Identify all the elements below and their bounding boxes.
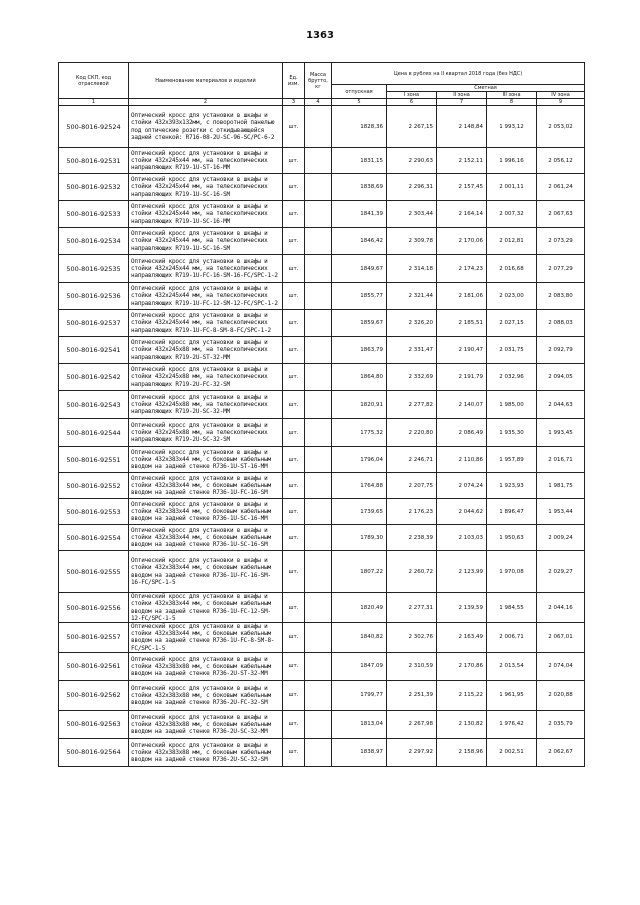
price-zone-4: 1 993,45 <box>537 419 585 447</box>
price-otpusknaya: 1813,04 <box>332 710 387 738</box>
price-zone-3: 1 976,42 <box>487 710 537 738</box>
price-zone-2: 2 190,47 <box>437 337 487 364</box>
item-mass <box>305 174 332 201</box>
price-otpusknaya: 1847,09 <box>332 652 387 680</box>
price-zone-1: 2 267,98 <box>387 710 437 738</box>
price-zone-1: 2 310,59 <box>387 652 437 680</box>
price-zone-3: 1 957,89 <box>487 447 537 473</box>
price-zone-2: 2 158,96 <box>437 738 487 766</box>
price-zone-4: 2 035,79 <box>537 710 585 738</box>
price-zone-1: 2 251,39 <box>387 680 437 710</box>
item-mass <box>305 551 332 593</box>
item-unit: шт. <box>283 551 305 593</box>
price-otpusknaya: 1739,65 <box>332 499 387 525</box>
price-otpusknaya: 1846,42 <box>332 228 387 255</box>
item-unit: шт. <box>283 738 305 766</box>
table-row <box>59 148 585 174</box>
item-code: 500-8016-92531 <box>59 148 129 174</box>
item-mass <box>305 447 332 473</box>
item-mass <box>305 680 332 710</box>
item-name: Оптический кросс для установки в шкафы и стойки 432х383х88 мм, с боковым кабельным вводом на задней стенке R736-2U-SC-32-SM <box>129 738 283 766</box>
item-unit: шт. <box>283 310 305 337</box>
price-zone-3: 2 006,71 <box>487 623 537 653</box>
price-zone-4: 2 092,79 <box>537 337 585 364</box>
item-mass <box>305 337 332 364</box>
item-unit: шт. <box>283 364 305 391</box>
price-otpusknaya: 1775,32 <box>332 419 387 447</box>
price-zone-4: 2 044,16 <box>537 593 585 623</box>
item-unit: шт. <box>283 525 305 551</box>
price-zone-4: 2 067,01 <box>537 623 585 653</box>
item-unit: шт. <box>283 106 305 148</box>
price-otpusknaya: 1789,30 <box>332 525 387 551</box>
table-row <box>59 652 585 680</box>
item-unit: шт. <box>283 391 305 419</box>
item-mass <box>305 391 332 419</box>
item-code: 500-8016-92533 <box>59 201 129 228</box>
item-unit: шт. <box>283 593 305 623</box>
header-zone-2: II зона <box>437 92 487 99</box>
item-name: Оптический кросс для установки в шкафы и стойки 432х383х88 мм, с боковым кабельным вводом на задней стенке R736-2U-ST-32-MM <box>129 652 283 680</box>
price-zone-1: 2 238,39 <box>387 525 437 551</box>
item-unit: шт. <box>283 473 305 499</box>
table-row <box>59 551 585 593</box>
price-otpusknaya: 1820,49 <box>332 593 387 623</box>
item-code: 500-8016-92543 <box>59 391 129 419</box>
item-name: Оптический кросс для установки в шкафы и стойки 432х245х44 мм, на телескопических направляющих R719-1U-SC-16-SM <box>129 174 283 201</box>
item-code: 500-8016-92551 <box>59 447 129 473</box>
price-zone-1: 2 314,18 <box>387 255 437 283</box>
price-zone-4: 2 016,71 <box>537 447 585 473</box>
item-name: Оптический кросс для установки в шкафы и стойки 432х245х44 мм, на телескопических направляющих R719-1U-FC-12-SM-12-FC/SPC-1-2 <box>129 283 283 310</box>
item-code: 500-8016-92552 <box>59 473 129 499</box>
price-zone-2: 2 110,86 <box>437 447 487 473</box>
price-otpusknaya: 1859,67 <box>332 310 387 337</box>
price-otpusknaya: 1831,15 <box>332 148 387 174</box>
table-row <box>59 710 585 738</box>
item-mass <box>305 593 332 623</box>
item-mass <box>305 148 332 174</box>
price-zone-2: 2 170,06 <box>437 228 487 255</box>
item-mass <box>305 228 332 255</box>
item-unit: шт. <box>283 283 305 310</box>
item-name: Оптический кросс для установки в шкафы и стойки 432х383х44 мм, с боковым кабельным вводом на задней стенке R736-1U-FC-12-SM-12-FC/SPC-1-5 <box>129 593 283 623</box>
price-zone-3: 2 016,68 <box>487 255 537 283</box>
price-otpusknaya: 1840,82 <box>332 623 387 653</box>
item-code: 500-8016-92556 <box>59 593 129 623</box>
price-table <box>58 62 585 767</box>
item-mass <box>305 419 332 447</box>
table-row <box>59 593 585 623</box>
item-code: 500-8016-92555 <box>59 551 129 593</box>
price-zone-1: 2 296,31 <box>387 174 437 201</box>
price-zone-3: 2 007,32 <box>487 201 537 228</box>
price-zone-1: 2 176,23 <box>387 499 437 525</box>
table-row <box>59 525 585 551</box>
item-unit: шт. <box>283 228 305 255</box>
item-code: 500-8016-92544 <box>59 419 129 447</box>
item-code: 500-8016-92537 <box>59 310 129 337</box>
header-price-group: Цена в рублях на II квартал 2018 года (без НДС) <box>332 63 585 85</box>
price-zone-4: 2 074,04 <box>537 652 585 680</box>
item-code: 500-8016-92541 <box>59 337 129 364</box>
item-unit: шт. <box>283 623 305 653</box>
price-zone-4: 2 073,29 <box>537 228 585 255</box>
column-number: 9 <box>537 99 585 106</box>
item-name: Оптический кросс для установки в шкафы и стойки 432х383х88 мм, с боковым кабельным вводом на задней стенке R736-2U-SC-32-MM <box>129 710 283 738</box>
header-otpusknaya: отпускная <box>332 85 387 99</box>
price-zone-2: 2 152,11 <box>437 148 487 174</box>
item-mass <box>305 623 332 653</box>
item-name: Оптический кросс для установки в шкафы и стойки 432х383х44 мм, с боковым кабельным вводом на задней стенке R736-1U-FC-16-SM-16-FC/SPC-1-5 <box>129 551 283 593</box>
item-mass <box>305 652 332 680</box>
price-zone-2: 2 174,23 <box>437 255 487 283</box>
price-zone-1: 2 331,47 <box>387 337 437 364</box>
item-unit: шт. <box>283 419 305 447</box>
price-zone-1: 2 290,63 <box>387 148 437 174</box>
item-unit: шт. <box>283 174 305 201</box>
price-zone-2: 2 191,79 <box>437 364 487 391</box>
item-code: 500-8016-92535 <box>59 255 129 283</box>
price-zone-1: 2 267,15 <box>387 106 437 148</box>
price-zone-4: 2 067,63 <box>537 201 585 228</box>
price-zone-3: 1 985,00 <box>487 391 537 419</box>
table-row <box>59 391 585 419</box>
price-zone-1: 2 309,78 <box>387 228 437 255</box>
header-unit: Ед. изм. <box>283 63 305 99</box>
price-zone-1: 2 303,44 <box>387 201 437 228</box>
price-zone-4: 1 953,44 <box>537 499 585 525</box>
item-unit: шт. <box>283 148 305 174</box>
price-zone-4: 2 053,02 <box>537 106 585 148</box>
item-name: Оптический кросс для установки в шкафы и стойки 432х383х44 мм, с боковым кабельным вводом на задней стенке R736-1U-FC-16-SM <box>129 473 283 499</box>
item-name: Оптический кросс для установки в шкафы и стойки 432х245х44 мм, на телескопических направляющих R719-1U-SC-16-SM <box>129 228 283 255</box>
price-zone-2: 2 185,51 <box>437 310 487 337</box>
price-zone-1: 2 321,44 <box>387 283 437 310</box>
item-name: Оптический кросс для установки в шкафы и стойки 432х383х44 мм, с боковым кабельным вводом на задней стенке R736-1U-ST-16-MM <box>129 447 283 473</box>
item-name: Оптический кросс для установки в шкафы и стойки 432х245х88 мм, на телескопических направляющих R719-2U-SC-32-MM <box>129 391 283 419</box>
price-zone-1: 2 207,75 <box>387 473 437 499</box>
price-zone-3: 1 950,63 <box>487 525 537 551</box>
price-zone-4: 1 981,75 <box>537 473 585 499</box>
item-mass <box>305 255 332 283</box>
price-zone-1: 2 220,80 <box>387 419 437 447</box>
item-unit: шт. <box>283 255 305 283</box>
table-row <box>59 283 585 310</box>
item-mass <box>305 710 332 738</box>
price-zone-2: 2 164,14 <box>437 201 487 228</box>
table-row <box>59 310 585 337</box>
price-zone-3: 2 027,15 <box>487 310 537 337</box>
price-otpusknaya: 1796,04 <box>332 447 387 473</box>
price-zone-2: 2 044,62 <box>437 499 487 525</box>
item-name: Оптический кросс для установки в шкафы и стойки 432х383х44 мм, с боковым кабельным вводом на задней стенке R736-1U-FC-8-SM-8-FC/SPC-1-5 <box>129 623 283 653</box>
item-name: Оптический кросс для установки в шкафы и стойки 432х383х44 мм, с боковым кабельным вводом на задней стенке R736-1U-SC-16-MM <box>129 499 283 525</box>
item-code: 500-8016-92534 <box>59 228 129 255</box>
price-zone-1: 2 277,31 <box>387 593 437 623</box>
price-zone-2: 2 140,07 <box>437 391 487 419</box>
price-zone-4: 2 062,67 <box>537 738 585 766</box>
item-unit: шт. <box>283 337 305 364</box>
price-otpusknaya: 1799,77 <box>332 680 387 710</box>
price-otpusknaya: 1820,91 <box>332 391 387 419</box>
item-mass <box>305 364 332 391</box>
price-zone-3: 1 896,47 <box>487 499 537 525</box>
header-zone-4: IV зона <box>537 92 585 99</box>
price-zone-3: 2 001,11 <box>487 174 537 201</box>
column-number: 2 <box>129 99 283 106</box>
price-zone-4: 2 088,03 <box>537 310 585 337</box>
price-zone-1: 2 277,82 <box>387 391 437 419</box>
item-mass <box>305 473 332 499</box>
price-zone-2: 2 130,82 <box>437 710 487 738</box>
table-row <box>59 447 585 473</box>
column-number: 8 <box>487 99 537 106</box>
header-name: Наименование материалов и изделий <box>129 63 283 99</box>
price-zone-3: 2 031,75 <box>487 337 537 364</box>
item-name: Оптический кросс для установки в шкафы и стойки 432х245х44 мм, на телескопических направляющих R719-1U-FC-16-SM-16-FC/SPC-1-2 <box>129 255 283 283</box>
price-zone-1: 2 332,69 <box>387 364 437 391</box>
item-name: Оптический кросс для установки в шкафы и стойки 432х245х44 мм, на телескопических направляющих R719-1U-FC-8-SM-8-FC/SPC-1-2 <box>129 310 283 337</box>
price-otpusknaya: 1838,69 <box>332 174 387 201</box>
price-zone-3: 1 970,08 <box>487 551 537 593</box>
header-zone-1: I зона <box>387 92 437 99</box>
item-mass <box>305 283 332 310</box>
price-zone-3: 1 923,93 <box>487 473 537 499</box>
item-code: 500-8016-92524 <box>59 106 129 148</box>
item-mass <box>305 310 332 337</box>
price-otpusknaya: 1828,36 <box>332 106 387 148</box>
item-name: Оптический кросс для установки в шкафы и стойки 432х245х44 мм, на телескопических направляющих R719-1U-ST-16-MM <box>129 148 283 174</box>
price-otpusknaya: 1838,97 <box>332 738 387 766</box>
price-zone-2: 2 123,99 <box>437 551 487 593</box>
table-row <box>59 106 585 148</box>
price-otpusknaya: 1807,22 <box>332 551 387 593</box>
price-zone-3: 1 993,12 <box>487 106 537 148</box>
item-code: 500-8016-92563 <box>59 710 129 738</box>
price-zone-3: 2 002,51 <box>487 738 537 766</box>
price-zone-4: 2 061,24 <box>537 174 585 201</box>
item-code: 500-8016-92553 <box>59 499 129 525</box>
item-code: 500-8016-92561 <box>59 652 129 680</box>
table-row <box>59 738 585 766</box>
column-number: 3 <box>283 99 305 106</box>
table-row <box>59 174 585 201</box>
item-mass <box>305 106 332 148</box>
item-name: Оптический кросс для установки в шкафы и стойки 432х245х44 мм, на телескопических направляющих R719-1U-SC-16-MM <box>129 201 283 228</box>
item-code: 500-8016-92554 <box>59 525 129 551</box>
item-name: Оптический кросс для установки в шкафы и стойки 432х245х88 мм, на телескопических направляющих R719-2U-SC-32-SM <box>129 419 283 447</box>
table-row <box>59 337 585 364</box>
price-zone-4: 2 094,05 <box>537 364 585 391</box>
price-zone-4: 2 009,24 <box>537 525 585 551</box>
item-unit: шт. <box>283 499 305 525</box>
price-zone-3: 2 023,00 <box>487 283 537 310</box>
header-zone-3: III зона <box>487 92 537 99</box>
item-code: 500-8016-92542 <box>59 364 129 391</box>
price-zone-3: 1 984,55 <box>487 593 537 623</box>
price-zone-2: 2 181,06 <box>437 283 487 310</box>
price-otpusknaya: 1764,88 <box>332 473 387 499</box>
item-name: Оптический кросс для установки в шкафы и стойки 432х393х132мм, с поворотной панелью под оптические розетки с откидывающейся задней стенкой: R716-08-2U-SC-96-SC/PC-6-2 <box>129 106 283 148</box>
table-row <box>59 499 585 525</box>
item-unit: шт. <box>283 680 305 710</box>
price-zone-4: 2 083,80 <box>537 283 585 310</box>
price-otpusknaya: 1863,79 <box>332 337 387 364</box>
price-zone-2: 2 139,59 <box>437 593 487 623</box>
header-mass: Масса брутто, кг <box>305 63 332 99</box>
item-unit: шт. <box>283 710 305 738</box>
item-mass <box>305 738 332 766</box>
price-zone-2: 2 163,49 <box>437 623 487 653</box>
price-zone-2: 2 170,86 <box>437 652 487 680</box>
table-row <box>59 364 585 391</box>
item-code: 500-8016-92557 <box>59 623 129 653</box>
item-unit: шт. <box>283 201 305 228</box>
item-code: 500-8016-92532 <box>59 174 129 201</box>
table-row <box>59 228 585 255</box>
item-code: 500-8016-92564 <box>59 738 129 766</box>
price-zone-2: 2 115,22 <box>437 680 487 710</box>
column-number-row <box>59 99 585 106</box>
column-number: 7 <box>437 99 487 106</box>
price-otpusknaya: 1849,67 <box>332 255 387 283</box>
item-name: Оптический кросс для установки в шкафы и стойки 432х245х88 мм, на телескопических направляющих R719-2U-ST-32-MM <box>129 337 283 364</box>
table-row <box>59 680 585 710</box>
price-zone-1: 2 297,92 <box>387 738 437 766</box>
price-zone-1: 2 260,72 <box>387 551 437 593</box>
column-number: 5 <box>332 99 387 106</box>
price-zone-1: 2 246,71 <box>387 447 437 473</box>
price-zone-4: 2 077,29 <box>537 255 585 283</box>
price-zone-4: 2 029,27 <box>537 551 585 593</box>
column-number: 1 <box>59 99 129 106</box>
price-zone-2: 2 086,49 <box>437 419 487 447</box>
item-mass <box>305 499 332 525</box>
price-otpusknaya: 1841,39 <box>332 201 387 228</box>
table-row <box>59 473 585 499</box>
table-row <box>59 255 585 283</box>
header-smetnaya: Сметная <box>387 85 585 92</box>
price-zone-2: 2 157,45 <box>437 174 487 201</box>
item-unit: шт. <box>283 652 305 680</box>
item-name: Оптический кросс для установки в шкафы и стойки 432х383х44 мм, с боковым кабельным вводом на задней стенке R736-1U-SC-16-SM <box>129 525 283 551</box>
price-zone-3: 1 996,16 <box>487 148 537 174</box>
price-zone-4: 2 020,88 <box>537 680 585 710</box>
price-zone-4: 2 044,63 <box>537 391 585 419</box>
price-zone-4: 2 056,12 <box>537 148 585 174</box>
price-zone-2: 2 074,24 <box>437 473 487 499</box>
table-row <box>59 201 585 228</box>
item-mass <box>305 201 332 228</box>
price-zone-3: 2 013,54 <box>487 652 537 680</box>
item-name: Оптический кросс для установки в шкафы и стойки 432х383х88 мм, с боковым кабельным вводом на задней стенке R736-2U-FC-32-SM <box>129 680 283 710</box>
price-zone-3: 2 032,96 <box>487 364 537 391</box>
price-zone-3: 2 012,81 <box>487 228 537 255</box>
item-mass <box>305 525 332 551</box>
header-code: Код СКП, код отраслевой <box>59 63 129 99</box>
price-zone-3: 1 935,30 <box>487 419 537 447</box>
page-number: 1363 <box>306 30 334 41</box>
price-otpusknaya: 1855,77 <box>332 283 387 310</box>
price-zone-1: 2 302,76 <box>387 623 437 653</box>
item-code: 500-8016-92536 <box>59 283 129 310</box>
column-number: 4 <box>305 99 332 106</box>
item-code: 500-8016-92562 <box>59 680 129 710</box>
column-number: 6 <box>387 99 437 106</box>
table-row <box>59 623 585 653</box>
price-zone-3: 1 961,95 <box>487 680 537 710</box>
table-row <box>59 419 585 447</box>
price-zone-1: 2 326,20 <box>387 310 437 337</box>
item-unit: шт. <box>283 447 305 473</box>
price-zone-2: 2 103,03 <box>437 525 487 551</box>
price-otpusknaya: 1864,80 <box>332 364 387 391</box>
price-zone-2: 2 148,84 <box>437 106 487 148</box>
item-name: Оптический кросс для установки в шкафы и стойки 432х245х88 мм, на телескопических направляющих R719-2U-FC-32-SM <box>129 364 283 391</box>
